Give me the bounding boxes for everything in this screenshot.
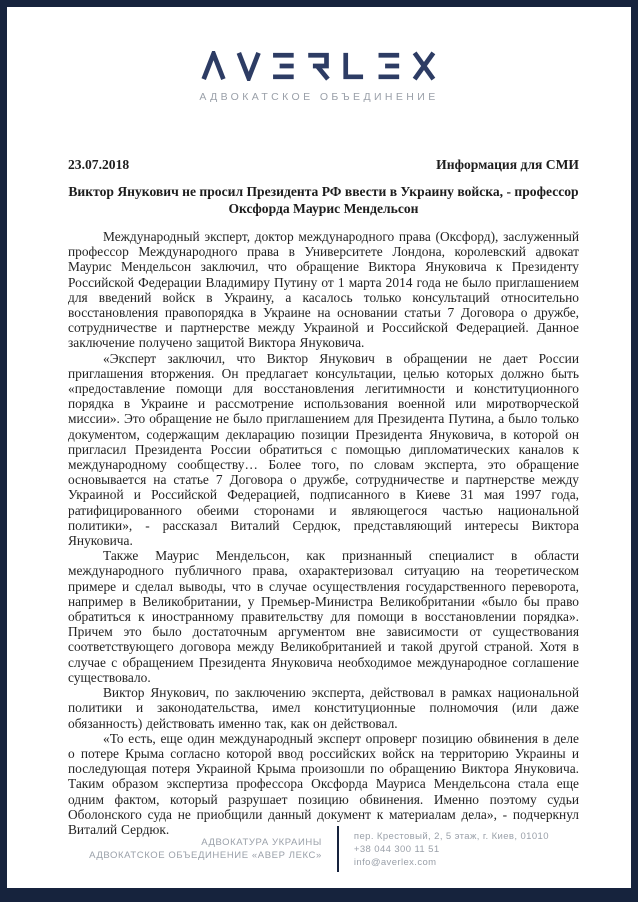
body-paragraph: Также Маурис Мендельсон, как признанный специалист в области международного публичного права, охарактеризовал ситуацию на теоретическом примере и сделал выводы, что в случае осуществления государственного переворота, например в Великобритании, у Премьер-Министра Великобритании «было бы право обратиться к иностранному правительству для помощи в восстановлении порядка». Причем это было достаточным аргументом вне зависимости от существования соответствующего договора между Великобританией и такой другой страной. Хотя в случае с обращением Президента Януковича необходимое международное соглашение существовало. bbox=[68, 548, 579, 685]
meta-row bbox=[68, 157, 579, 173]
logo-block bbox=[7, 51, 631, 103]
logo-subtitle: АДВОКАТСКОЕ ОБЪЕДИНЕНИЕ bbox=[199, 91, 439, 103]
footer-divider bbox=[337, 826, 339, 872]
footer-org-line: АДВОКАТУРА УКРАИНЫ bbox=[201, 837, 322, 848]
headline: Виктор Янукович не просил Президента РФ ввести в Украину войска, - профессор Оксфорда Маурис Мендельсон bbox=[68, 184, 579, 216]
document-body bbox=[7, 157, 631, 837]
press-info-label: Информация для СМИ bbox=[436, 157, 579, 172]
footer-org-line: АДВОКАТСКОЕ ОБЪЕДИНЕНИЕ «АВЕР ЛЕКС» bbox=[89, 850, 322, 861]
footer-org-lines bbox=[89, 836, 322, 862]
body-paragraph: «То есть, еще один международный эксперт опроверг позицию обвинения в деле о потере Крыма согласно которой ввод российских войск на территорию Украины и последующая потеря Украиной Крыма произошли по обращению Виктора Януковича. Таким образом экспертиза профессора Оксфорда Мауриса Мендельсона стала еще одним фактом, который разрушает позицию обвинения. Именно поэтому судьи Оболонского суда не приобщили данный документ к материалам дела», - подчеркнул Виталий Сердюк. bbox=[68, 730, 579, 837]
date-label: 23.07.2018 bbox=[68, 157, 130, 172]
averlex-logo-icon bbox=[193, 51, 445, 81]
footer bbox=[7, 826, 631, 872]
body-paragraph: Виктор Янукович, по заключению эксперта, действовал в рамках национальной политики и законодательства, имел конституционные полномочия (или даже обязанность) действовать именно так, как он действовал. bbox=[68, 685, 579, 731]
footer-contact-lines bbox=[354, 830, 549, 869]
body-paragraphs bbox=[68, 229, 579, 837]
body-paragraph: Международный эксперт, доктор международного права (Оксфорд), заслуженный профессор Международного права в Университете Лондона, королевский адвокат Маурис Мендельсон заключил, что обращение Виктора Януковича к Президенту Российской Федерации Владимиру Путину от 1 марта 2014 года не было приглашением для введений войск в Украину, а касалось только консультаций относительно восстановления правопорядка в Украине на основании статьи 7 Договора о дружбе, сотрудничестве и партнерстве между Украиной и Российской Федерацией. Данное заключение получено защитой Виктора Януковича. bbox=[68, 229, 579, 351]
footer-contact-line: +38 044 300 11 51 bbox=[353, 843, 440, 855]
body-paragraph: «Эксперт заключил, что Виктор Янукович в обращении не дает России приглашения вторжения. Он предлагает консультации, целью которых должно быть «предоставление помощи для восстановления легитимности и конституционного порядка в Украине и рассмотрение использования военной или миротворческой миссии». Это обращение не было приглашением для Президента Путина, а было только документом, содержащим декларацию позиции Президента Януковича, в которой он пригласил Президента России обратиться с помощью дипломатических каналов к международному сообществу… Более того, по словам эксперта, это обращение основывается на статье 7 Договора о дружбе, сотрудничестве и партнерстве между Украиной и Российской Федерацией, подписанного в Киеве 31 мая 1997 года, ратифицированного обеими сторонами и являющегося частью национальной политики», - рассказал Виталий Сердюк, представляющий интересы Виктора Януковича. bbox=[68, 350, 579, 549]
footer-contact-line: info@averlex.com bbox=[353, 856, 437, 868]
footer-contact-line: пер. Крестовый, 2, 5 этаж, г. Киев, 01010 bbox=[353, 830, 549, 842]
